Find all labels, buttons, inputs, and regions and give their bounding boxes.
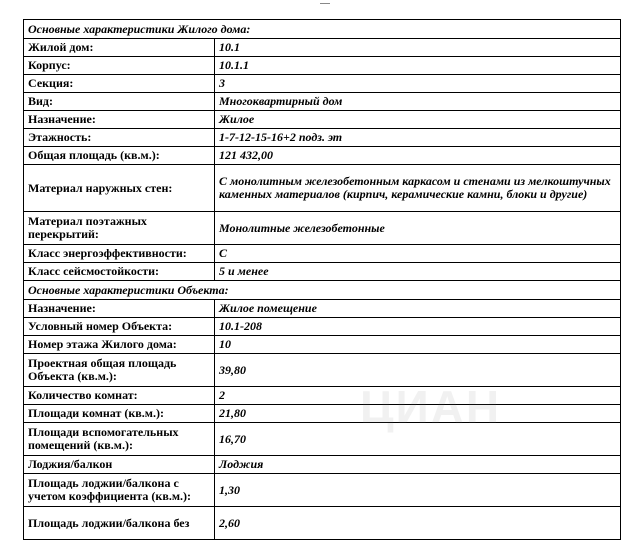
row-value: 2,60	[215, 507, 621, 540]
table-row	[24, 111, 621, 129]
row-value: 2	[215, 387, 621, 405]
table-row	[24, 456, 621, 474]
table-row	[24, 129, 621, 147]
row-label: Корпус:	[24, 57, 215, 75]
row-value: 39,80	[215, 354, 621, 387]
row-label: Класс энергоэффективности:	[24, 245, 215, 263]
row-value: 1,30	[215, 474, 621, 507]
section-title-building: Основные характеристики Жилого дома:	[24, 20, 621, 39]
row-label: Материал поэтажных перекрытий:	[24, 212, 215, 245]
row-value: С монолитным железобетонным каркасом и стенами из мелкоштучных каменных материалов (кирпич, керамические камни, блоки и другие)	[215, 165, 621, 212]
table-row	[24, 263, 621, 281]
table-row	[24, 147, 621, 165]
table-row	[24, 507, 621, 540]
row-label: Материал наружных стен:	[24, 165, 215, 212]
row-value: С	[215, 245, 621, 263]
table-row	[24, 212, 621, 245]
row-value: 1-7-12-15-16+2 подз. эт	[215, 129, 621, 147]
table-row	[24, 336, 621, 354]
table-row	[24, 423, 621, 456]
row-label: Количество комнат:	[24, 387, 215, 405]
table-row	[24, 387, 621, 405]
row-label: Площадь лоджии/балкона с учетом коэффициента (кв.м.):	[24, 474, 215, 507]
row-label: Площади вспомогательных помещений (кв.м.):	[24, 423, 215, 456]
page-top-margin	[0, 0, 640, 20]
table-row	[24, 57, 621, 75]
characteristics-table	[23, 19, 621, 540]
row-label: Этажность:	[24, 129, 215, 147]
row-value: 10	[215, 336, 621, 354]
row-label: Номер этажа Жилого дома:	[24, 336, 215, 354]
row-value: Жилое помещение	[215, 300, 621, 318]
row-label: Проектная общая площадь Объекта (кв.м.):	[24, 354, 215, 387]
row-value: Монолитные железобетонные	[215, 212, 621, 245]
row-value: 10.1-208	[215, 318, 621, 336]
page-top-mark	[320, 0, 330, 4]
row-label: Площадь лоджии/балкона без	[24, 507, 215, 540]
row-label: Вид:	[24, 93, 215, 111]
row-label: Условный номер Объекта:	[24, 318, 215, 336]
row-value: 10.1.1	[215, 57, 621, 75]
table-row	[24, 318, 621, 336]
section-title-object: Основные характеристики Объекта:	[24, 281, 621, 300]
row-label: Площади комнат (кв.м.):	[24, 405, 215, 423]
row-value: 16,70	[215, 423, 621, 456]
row-value: 10.1	[215, 39, 621, 57]
table-row	[24, 93, 621, 111]
table-row	[24, 39, 621, 57]
watermark-logo: ЦИАН	[360, 381, 502, 433]
table-row	[24, 245, 621, 263]
row-label: Жилой дом:	[24, 39, 215, 57]
row-label: Секция:	[24, 75, 215, 93]
row-label: Класс сейсмостойкости:	[24, 263, 215, 281]
row-label: Назначение:	[24, 111, 215, 129]
table-row	[24, 474, 621, 507]
row-value: Многоквартирный дом	[215, 93, 621, 111]
row-value: Жилое	[215, 111, 621, 129]
row-value: 3	[215, 75, 621, 93]
table-row	[24, 405, 621, 423]
table-row	[24, 165, 621, 212]
row-label: Общая площадь (кв.м.):	[24, 147, 215, 165]
row-value: Лоджия	[215, 456, 621, 474]
row-value: 121 432,00	[215, 147, 621, 165]
row-label: Назначение:	[24, 300, 215, 318]
table-row	[24, 354, 621, 387]
table-row	[24, 75, 621, 93]
table-row	[24, 300, 621, 318]
row-value: 5 и менее	[215, 263, 621, 281]
row-label: Лоджия/балкон	[24, 456, 215, 474]
row-value: 21,80	[215, 405, 621, 423]
